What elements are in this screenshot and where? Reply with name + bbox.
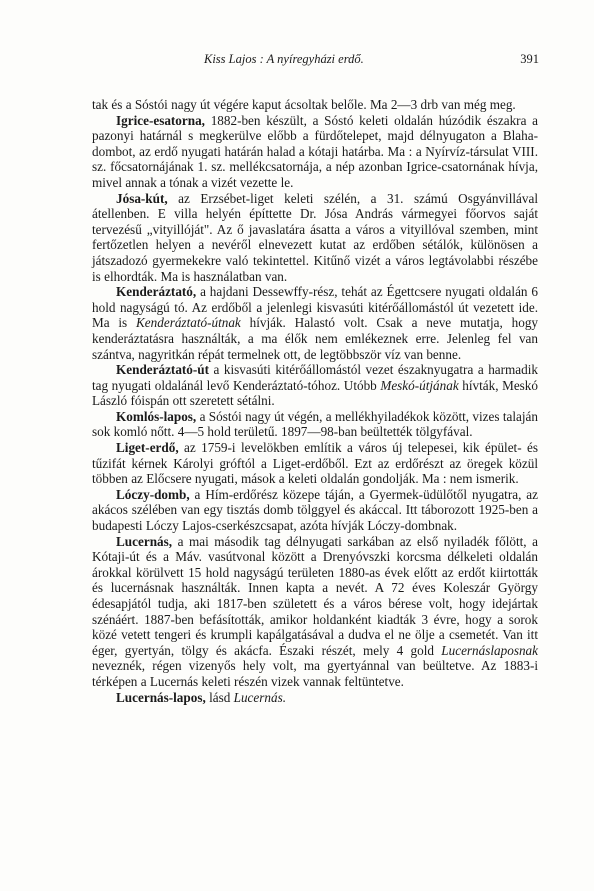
entry-loczy-domb: Lóczy-domb, a Hím-erdőrész közepe táján, a Gyermek-üdülőtől nyugatra, az akácos szélében van egy tisztás domb tölggyel és akáccal. Itt táborozott 1925-ben a budapesti Lóczy Lajos-cserkészcsapat, azóta hívják Lóczy-dombnak. [92,486,538,534]
entry-liget-erdo: Liget-erdő, az 1759-i levelökben említik a város új telepesei, kik épület- és tűzifát kérnek Károlyi gróftól a Liget-erdőből. Ezt az erdőrészt az öregek közül többen az Előcsere nyugati, mások a keleti oldalán gondolják. Ma : nem ismerik. [92,440,538,487]
entry-term: Jósa-kút, [116,190,168,206]
entry-term: Kenderáztató-út [116,362,210,378]
body-text [92,97,538,705]
page-number: 391 [520,52,539,66]
entry-term: Igrice-esatorna, [116,112,205,128]
running-header [92,52,539,70]
entry-term: Kenderáztató, [116,284,197,300]
entry-kenderaztato-ut: Kenderáztató-út a kisvasúti kitérőállomástól vezet északnyugatra a harmadik tag nyugati oldalánál levő Kenderáztató-tóhoz. Utóbb Meskó-útjának hívták, Meskó László fóispán ott szeretett sétálni. [92,362,538,409]
entry-term: Lóczy-domb, [116,486,190,502]
entry-term: Lucernás, [116,533,173,549]
entry-term: Lucernás-lapos, [116,689,206,705]
entry-term: Liget-erdő, [116,440,179,456]
running-title: Kiss Lajos : A nyíregyházi erdő. [204,52,364,66]
entry-term: Komlós-lapos, [116,408,197,424]
entry-lucernas-lapos: Lucernás-lapos, lásd Lucernás. [116,689,286,705]
entry-josa-kut: Jósa-kút, az Erzsébet-liget keleti szélén, a 31. számú Osgyánvillával átellenben. E villa helyén építtette Dr. Jósa András vármegyei főorvos saját tervezésű „vityillóját". Az ő javaslatára ásatta a város a vityillóval szemben, mint fertőzetlen helyen a nevéről elnevezett kutat az erdőben sétálók, különösen a játszadozó gyermekekre való tekintettel. Kitűnő vizét a város legtávolabbi részébe is elhordták. Ma is használatban van. [92,190,538,284]
paragraph-continuation: tak és a Sóstói nagy út végére kaput ácsoltak belőle. Ma 2—3 drb van még meg. [92,97,516,112]
entry-lucernas: Lucernás, a mai második tag délnyugati sarkában az első nyiladék főlött, a Kótaji-út és a Máv. vasútvonal között a Drenyóvszki korcsma délkeleti oldalán árokkal körülvett 15 hold nagyságú területen 1880-as évek előtt az erdőt kiirtották és lucernásnak használták. Innen kapta a nevét. A 72 éves Koleszár György édesapjától tudja, aki 1817-ben született és a város bérese volt, hogy idejártak szénáért. 1887-ben befásították, amikor holdanként kiadták 3 évre, hogy a sorok közé vetett tengeri és krumpli kapálgatásával a dudva el ne ölje a csemetét. Van itt éger, gyertyán, tölgy és akácfa. Északi részét, mely 4 gold Lucernáslaposnak neveznék, régen vizenyős hely volt, ma gyertyánnal van beültetve. Az 1883-i térképen a Lucernás keleti részén vizek vannak feltüntetve. [92,533,538,689]
entry-igrice-csatorna: Igrice-esatorna, 1882-ben készült, a Sóstó keleti oldalán húzódik északra a pazonyi határnál s megkerülve előbb a fürdőtelepet, majd délnyugaton a Blaha-dombot, az erdő nyugati határán halad a kótaji határba. Ma : a Nyírvíz-társulat VIII. sz. főcsatornájának 1. sz. mellékcsatornája, a nép azonban Igrice-csatornának hívja, mivel annak a tónak a vizét vezette le. [92,112,538,190]
entry-komlos-lapos: Komlós-lapos, a Sóstói nagy út végén, a mellékhyiladékok között, vizes talaján sok komló nőtt. 4—5 hold területű. 1897—98-ban beültették tölgyfával. [92,408,538,440]
entry-kenderaztato: Kenderáztató, a hajdani Dessewffy-rész, tehát az Égettcsere nyugati oldalán 6 hold nagyságú tó. Az erdőből a jelenlegi kisvasúti kitérőállomástól út vezetett ide. Ma is Kenderáztató-útnak hívják. Halastó volt. Csak a neve mutatja, hogy kenderáztatásra használták, a ma élők nem emlékeznek erre. Jelenleg fel van szántva, nagyritkán répát termelnek ott, de legtöbbször víz van benne. [92,284,539,362]
